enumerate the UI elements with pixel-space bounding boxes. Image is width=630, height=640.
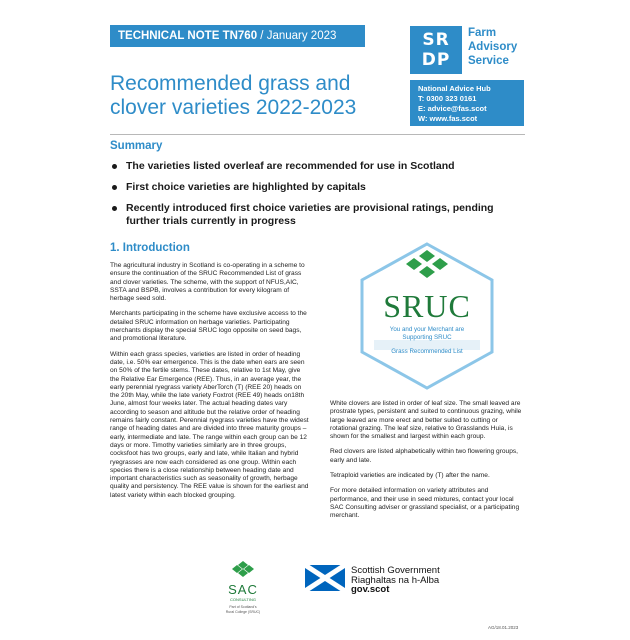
intro-paragraph: Within each grass species, varieties are listed in order of heading date, i.e. 50% ear emergence. This is the date when ears are seen on 50% of the fertile stems. These dates, relative to 1st May, give the Relative Ear Emergence (REE). Thus, in an average year, the early perennial ryegrass variety AberTorch (T) (REE 20) heads on the 20th May, while the late variety Foxtrot (REE 49) heads on18th June, almost four weeks later. The actual heading dates vary according to season and altitude but the relative order of heading remains fairly constant. Perennial ryegrass varieties have the widest range of heading dates and are divided into three maturity groups – early, intermediate and late. The range within each group can be 12 days or more. Timothy varieties similarly are in three groups, cocksfoot has two groups, early and late, while Italian and hybrid ryegrasses are now each considered as one group. Within each species there is a close relationship between heading date and important characteristics such as seasonality of growth, herbage quality and persistency. The REE value is shown for the earliest and latest variety within each blocked grouping. bbox=[110, 350, 309, 499]
scot-gov-gaelic: Riaghaltas na h-Alba bbox=[351, 574, 440, 586]
sruc-badge-name: SRUC bbox=[383, 288, 471, 324]
contact-web: W: www.fas.scot bbox=[418, 114, 478, 123]
note-date: January 2023 bbox=[266, 30, 337, 42]
intro-left-column bbox=[110, 262, 310, 507]
sruc-badge-tagline: You and your Merchant are Supporting SRUC bbox=[389, 326, 465, 341]
sac-consulting-logo bbox=[218, 560, 268, 620]
title-line-2: clover varieties 2022-2023 bbox=[110, 96, 357, 119]
intro-paragraph: The agricultural industry in Scotland is co-operating in a scheme to ensure the continuation of the SRUC Recommended List of grass and clover varieties. The scheme, with the support of NFUS,AIC, SSTA and BSPB, involves a contribution for every kilogram of herbage seed sold. bbox=[110, 262, 305, 303]
intro-paragraph: For more detailed information on variety attributes and performance, and their use in seed mixtures, contact your local SAC Consulting adviser or grassland specialist, or a participating merchant. bbox=[330, 487, 520, 520]
scot-gov-name: Scottish Government bbox=[351, 565, 440, 576]
intro-right-column bbox=[330, 400, 525, 528]
sac-foot: Part of Scotland's Rural College (SRUC) bbox=[225, 605, 261, 614]
contact-hub: National Advice Hub bbox=[418, 84, 491, 93]
scottish-government-logo bbox=[305, 565, 465, 595]
summary-item: Recently introduced first choice varieties are provisional ratings, pending further trials currently in progress bbox=[110, 202, 525, 228]
summary-item: The varieties listed overleaf are recommended for use in Scotland bbox=[110, 160, 525, 173]
sac-name: SAC bbox=[228, 582, 258, 597]
technical-note-banner bbox=[110, 25, 365, 47]
summary-list bbox=[110, 160, 525, 236]
contact-box bbox=[410, 80, 524, 126]
fas-logo-text: Farm Advisory Service bbox=[468, 27, 518, 67]
intro-paragraph: Tetraploid varieties are indicated by (T) after the name. bbox=[330, 472, 490, 480]
intro-paragraph: Merchants participating in the scheme have exclusive access to the detailed SRUC information on herbage varieties. Participating merchants display the special SRUC logo opposite on seed bags, and promotional literature. bbox=[110, 310, 307, 343]
summary-item: First choice varieties are highlighted by capitals bbox=[110, 181, 525, 194]
note-label: TECHNICAL NOTE TN760 bbox=[118, 30, 258, 42]
scot-gov-text bbox=[351, 566, 440, 595]
srdp-logo-mark: SR DP bbox=[410, 26, 462, 74]
sruc-badge bbox=[352, 240, 502, 390]
header-divider bbox=[110, 134, 525, 135]
banner-separator: / bbox=[260, 30, 264, 42]
document-reference: AG/18.01.2023 bbox=[488, 625, 519, 630]
intro-paragraph: Red clovers are listed alphabetically within two flowering groups, early and late. bbox=[330, 448, 519, 464]
page-title bbox=[110, 72, 400, 120]
title-line-1: Recommended grass and bbox=[110, 72, 351, 95]
sac-sub: CONSULTING bbox=[230, 597, 256, 602]
introduction-heading: 1. Introduction bbox=[110, 242, 190, 254]
intro-paragraph: White clovers are listed in order of leaf size. The small leaved are prostrate types, persistent and suited to continuous grazing, while large leaved are more erect and better suited to cutting or rotational grazing. The leaf size, relative to Grasslands Huia, is shown for the smallest and largest within each group. bbox=[330, 400, 522, 441]
contact-phone: T: 0300 323 0161 bbox=[418, 94, 477, 103]
fas-logo bbox=[410, 26, 524, 74]
sruc-badge-list-name: Grass Recommended List bbox=[391, 348, 463, 355]
contact-email: E: advice@fas.scot bbox=[418, 104, 487, 113]
scot-gov-url: gov.scot bbox=[351, 584, 390, 595]
summary-heading: Summary bbox=[110, 140, 163, 152]
sac-diamond-icon bbox=[228, 560, 258, 582]
saltire-flag-icon bbox=[305, 565, 345, 591]
